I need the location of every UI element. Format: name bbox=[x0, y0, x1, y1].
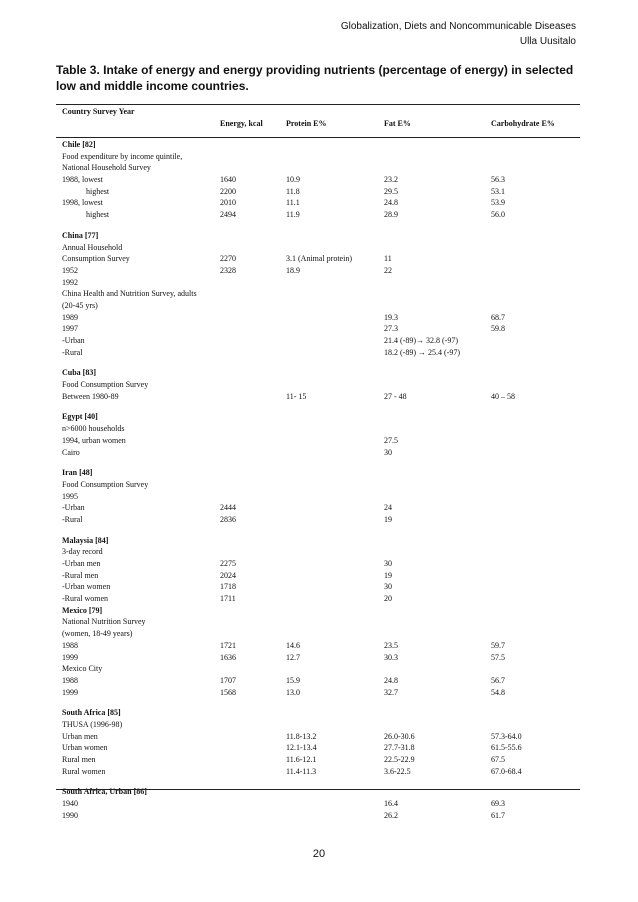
table-header-rule bbox=[56, 137, 580, 138]
table-row bbox=[62, 347, 582, 359]
cell-energy: 2024 bbox=[220, 570, 236, 580]
cell-country: 1988, lowest bbox=[62, 175, 103, 185]
table-row bbox=[62, 323, 582, 335]
cell-country: Consumption Survey bbox=[62, 254, 130, 264]
cell-energy: 2270 bbox=[220, 254, 236, 264]
cell-carbohydrate: 69.3 bbox=[491, 799, 505, 809]
cell-country: South Africa [85] bbox=[62, 708, 121, 718]
cell-fat: 24 bbox=[384, 503, 392, 513]
cell-carbohydrate: 54.8 bbox=[491, 687, 505, 697]
table-row bbox=[62, 162, 582, 174]
cell-energy: 1721 bbox=[220, 640, 236, 650]
table-row bbox=[62, 230, 582, 242]
column-header-fat: Fat E% bbox=[384, 119, 411, 128]
cell-country: Mexico [79] bbox=[62, 605, 103, 615]
cell-country: highest bbox=[86, 186, 110, 196]
table-row bbox=[62, 391, 582, 403]
cell-protein: 12.1-13.4 bbox=[286, 743, 317, 753]
table-row bbox=[62, 253, 582, 265]
cell-carbohydrate: 68.7 bbox=[491, 312, 505, 322]
cell-fat: 26.0-30.6 bbox=[384, 731, 415, 741]
cell-country: 1990 bbox=[62, 810, 78, 820]
table-spacer bbox=[62, 358, 582, 367]
cell-country: 1995 bbox=[62, 491, 78, 501]
cell-energy: 1707 bbox=[220, 675, 236, 685]
cell-protein: 11.8 bbox=[286, 186, 300, 196]
cell-protein: 11.1 bbox=[286, 198, 300, 208]
table-row bbox=[62, 491, 582, 503]
cell-country: Cairo bbox=[62, 447, 80, 457]
table-top-rule bbox=[56, 104, 580, 105]
table-row bbox=[62, 731, 582, 743]
table-bottom-rule bbox=[56, 789, 580, 790]
cell-energy: 2328 bbox=[220, 265, 236, 275]
cell-country: Between 1980-89 bbox=[62, 391, 119, 401]
cell-protein: 11.8-13.2 bbox=[286, 731, 317, 741]
cell-fat: 20 bbox=[384, 594, 392, 604]
cell-country: Urban men bbox=[62, 731, 98, 741]
cell-country: 3-day record bbox=[62, 547, 103, 557]
table-row bbox=[62, 151, 582, 163]
table-row bbox=[62, 663, 582, 675]
cell-country: China Health and Nutrition Survey, adults bbox=[62, 289, 197, 299]
cell-energy: 2275 bbox=[220, 559, 236, 568]
cell-country: Egypt [40] bbox=[62, 412, 98, 422]
table-row bbox=[62, 754, 582, 766]
table-body bbox=[62, 139, 582, 821]
table-row bbox=[62, 719, 582, 731]
table-spacer bbox=[62, 458, 582, 467]
cell-carbohydrate: 53.1 bbox=[491, 186, 505, 196]
cell-country: 1989 bbox=[62, 312, 78, 322]
cell-fat: 19 bbox=[384, 514, 392, 524]
column-header-energy: Energy, kcal bbox=[220, 119, 263, 128]
cell-country: Mexico City bbox=[62, 664, 103, 674]
cell-energy: 2444 bbox=[220, 503, 236, 513]
cell-energy: 1711 bbox=[220, 594, 236, 604]
table-row bbox=[62, 423, 582, 435]
cell-protein: 15.9 bbox=[286, 675, 300, 685]
cell-fat: 27.3 bbox=[384, 324, 398, 334]
cell-fat: 19 bbox=[384, 570, 392, 580]
cell-country: National Nutrition Survey bbox=[62, 617, 146, 627]
cell-fat: 32.7 bbox=[384, 687, 398, 697]
cell-fat: 22.5-22.9 bbox=[384, 755, 415, 764]
table-row bbox=[62, 209, 582, 221]
cell-protein: 11- 15 bbox=[286, 391, 307, 401]
cell-fat: 24.8 bbox=[384, 198, 398, 208]
cell-country: -Rural men bbox=[62, 570, 99, 580]
cell-protein: 13.0 bbox=[286, 687, 300, 697]
cell-country: Urban women bbox=[62, 743, 108, 753]
cell-country: 1952 bbox=[62, 265, 78, 275]
cell-carbohydrate: 56.7 bbox=[491, 675, 505, 685]
cell-energy: 1636 bbox=[220, 652, 236, 662]
table-row bbox=[62, 277, 582, 289]
table-row bbox=[62, 479, 582, 491]
table-title: Table 3. Intake of energy and energy providing nutrients (percentage of energy) in selected low and middle income countries. bbox=[56, 63, 574, 93]
table-row bbox=[62, 742, 582, 754]
table-spacer bbox=[62, 777, 582, 786]
cell-fat: 19.3 bbox=[384, 312, 398, 322]
table-row bbox=[62, 605, 582, 617]
cell-protein: 14.6 bbox=[286, 640, 300, 650]
running-header-author: Ulla Uusitalo bbox=[519, 36, 576, 47]
table-row bbox=[62, 570, 582, 582]
cell-carbohydrate: 57.5 bbox=[491, 652, 505, 662]
cell-country: -Urban bbox=[62, 336, 85, 345]
cell-country: South Africa, Urban [86] bbox=[62, 787, 147, 797]
cell-country: 1988 bbox=[62, 675, 78, 685]
cell-country: -Urban women bbox=[62, 582, 111, 592]
cell-carbohydrate: 67.5 bbox=[491, 755, 505, 764]
cell-carbohydrate: 59.7 bbox=[491, 640, 505, 650]
table-row bbox=[62, 197, 582, 209]
table-row bbox=[62, 435, 582, 447]
table-row bbox=[62, 288, 582, 300]
cell-fat: 24.8 bbox=[384, 675, 398, 685]
cell-fat: 30 bbox=[384, 447, 392, 457]
cell-fat: 30 bbox=[384, 559, 392, 568]
cell-carbohydrate: 40 – 58 bbox=[491, 391, 515, 401]
cell-country: -Rural bbox=[62, 514, 83, 524]
cell-energy: 2494 bbox=[220, 210, 236, 220]
cell-country: Rural women bbox=[62, 766, 106, 776]
cell-country: China [77] bbox=[62, 230, 99, 240]
table-row bbox=[62, 242, 582, 254]
table-row bbox=[62, 174, 582, 186]
cell-carbohydrate: 67.0-68.4 bbox=[491, 766, 522, 776]
table-row bbox=[62, 652, 582, 664]
cell-country: -Urban men bbox=[62, 559, 101, 568]
cell-country: THUSA (1996-98) bbox=[62, 719, 123, 729]
cell-fat: 16.4 bbox=[384, 799, 398, 809]
table-row bbox=[62, 628, 582, 640]
table-row bbox=[62, 300, 582, 312]
cell-country: n>6000 households bbox=[62, 424, 125, 434]
cell-fat: 30.3 bbox=[384, 652, 398, 662]
cell-carbohydrate: 53.9 bbox=[491, 198, 505, 208]
table-spacer bbox=[62, 526, 582, 535]
table-row bbox=[62, 379, 582, 391]
cell-fat: 30 bbox=[384, 582, 392, 592]
cell-fat: 11 bbox=[384, 254, 392, 264]
table-row bbox=[62, 535, 582, 547]
cell-fat: 27 - 48 bbox=[384, 391, 407, 401]
cell-protein: 3.1 (Animal protein) bbox=[286, 254, 352, 264]
cell-fat: 3.6-22.5 bbox=[384, 766, 411, 776]
table-row bbox=[62, 687, 582, 699]
cell-carbohydrate: 61.5-55.6 bbox=[491, 743, 522, 753]
table-row bbox=[62, 312, 582, 324]
cell-country: -Urban bbox=[62, 503, 85, 513]
cell-country: 1998, lowest bbox=[62, 198, 103, 208]
page-number: 20 bbox=[312, 848, 326, 860]
column-header-carbohydrate: Carbohydrate E% bbox=[491, 119, 555, 128]
cell-protein: 10.9 bbox=[286, 175, 300, 185]
cell-country: 1992 bbox=[62, 277, 78, 287]
table-row bbox=[62, 593, 582, 605]
column-header-country: Country Survey Year bbox=[62, 107, 135, 116]
table-row bbox=[62, 810, 582, 822]
table-row bbox=[62, 675, 582, 687]
table-row bbox=[62, 502, 582, 514]
cell-energy: 2836 bbox=[220, 514, 236, 524]
table-row bbox=[62, 616, 582, 628]
table-row bbox=[62, 581, 582, 593]
cell-country: 1999 bbox=[62, 652, 78, 662]
cell-country: Iran [48] bbox=[62, 468, 93, 478]
table-row bbox=[62, 467, 582, 479]
cell-energy: 1568 bbox=[220, 687, 236, 697]
cell-fat: 23.5 bbox=[384, 640, 398, 650]
table-spacer bbox=[62, 221, 582, 230]
cell-protein: 11.9 bbox=[286, 210, 300, 220]
column-header-protein: Protein E% bbox=[286, 119, 327, 128]
cell-country: (women, 18-49 years) bbox=[62, 629, 133, 639]
cell-country: Rural men bbox=[62, 755, 96, 764]
cell-protein: 11.6-12.1 bbox=[286, 755, 317, 764]
cell-fat: 22 bbox=[384, 265, 392, 275]
cell-fat: 29.5 bbox=[384, 186, 398, 196]
cell-country: 1940 bbox=[62, 799, 78, 809]
table-spacer bbox=[62, 698, 582, 707]
table-row bbox=[62, 546, 582, 558]
table-row bbox=[62, 707, 582, 719]
cell-carbohydrate: 57.3-64.0 bbox=[491, 731, 522, 741]
table-row bbox=[62, 798, 582, 810]
cell-country: -Rural bbox=[62, 347, 83, 357]
cell-country: Food Consumption Survey bbox=[62, 380, 149, 390]
cell-fat: 28.9 bbox=[384, 210, 398, 220]
cell-carbohydrate: 56.3 bbox=[491, 175, 505, 185]
cell-fat: 26.2 bbox=[384, 810, 398, 820]
cell-carbohydrate: 59.8 bbox=[491, 324, 505, 334]
cell-country: (20-45 yrs) bbox=[62, 300, 98, 310]
cell-country: Cuba [83] bbox=[62, 368, 97, 378]
cell-fat: 27.7-31.8 bbox=[384, 743, 415, 753]
cell-protein: 11.4-11.3 bbox=[286, 766, 317, 776]
cell-carbohydrate: 61.7 bbox=[491, 810, 505, 820]
table-row bbox=[62, 447, 582, 459]
cell-country: 1988 bbox=[62, 640, 78, 650]
cell-protein: 18.9 bbox=[286, 265, 300, 275]
table-row bbox=[62, 335, 582, 347]
table-row bbox=[62, 139, 582, 151]
cell-country: -Rural women bbox=[62, 594, 108, 604]
cell-country: Malaysia [84] bbox=[62, 535, 109, 545]
cell-country: Annual Household bbox=[62, 242, 123, 252]
cell-country: 1994, urban women bbox=[62, 435, 126, 445]
cell-country: 1999 bbox=[62, 687, 78, 697]
cell-fat: 21.4 (-89)→ 32.8 (-97) bbox=[384, 336, 458, 345]
cell-protein: 12.7 bbox=[286, 652, 300, 662]
table-row bbox=[62, 514, 582, 526]
cell-country: Food expenditure by income quintile, bbox=[62, 151, 183, 161]
cell-country: highest bbox=[86, 210, 110, 220]
running-header-title: Globalization, Diets and Noncommunicable Diseases bbox=[340, 21, 576, 32]
cell-country: National Household Survey bbox=[62, 163, 151, 173]
cell-carbohydrate: 56.0 bbox=[491, 210, 505, 220]
cell-fat: 23.2 bbox=[384, 175, 398, 185]
table-row bbox=[62, 640, 582, 652]
table-row bbox=[62, 558, 582, 570]
cell-country: Food Consumption Survey bbox=[62, 479, 149, 489]
cell-country: Chile [82] bbox=[62, 140, 96, 149]
table-row bbox=[62, 186, 582, 198]
table-row bbox=[62, 367, 582, 379]
cell-energy: 2200 bbox=[220, 186, 236, 196]
table-row bbox=[62, 766, 582, 778]
table-row bbox=[62, 411, 582, 423]
table-spacer bbox=[62, 402, 582, 411]
table-row bbox=[62, 265, 582, 277]
cell-fat: 27.5 bbox=[384, 435, 398, 445]
cell-fat: 18.2 (-89) → 25.4 (-97) bbox=[384, 347, 460, 357]
cell-energy: 1640 bbox=[220, 175, 236, 185]
cell-energy: 2010 bbox=[220, 198, 236, 208]
cell-country: 1997 bbox=[62, 324, 78, 334]
cell-energy: 1718 bbox=[220, 582, 236, 592]
